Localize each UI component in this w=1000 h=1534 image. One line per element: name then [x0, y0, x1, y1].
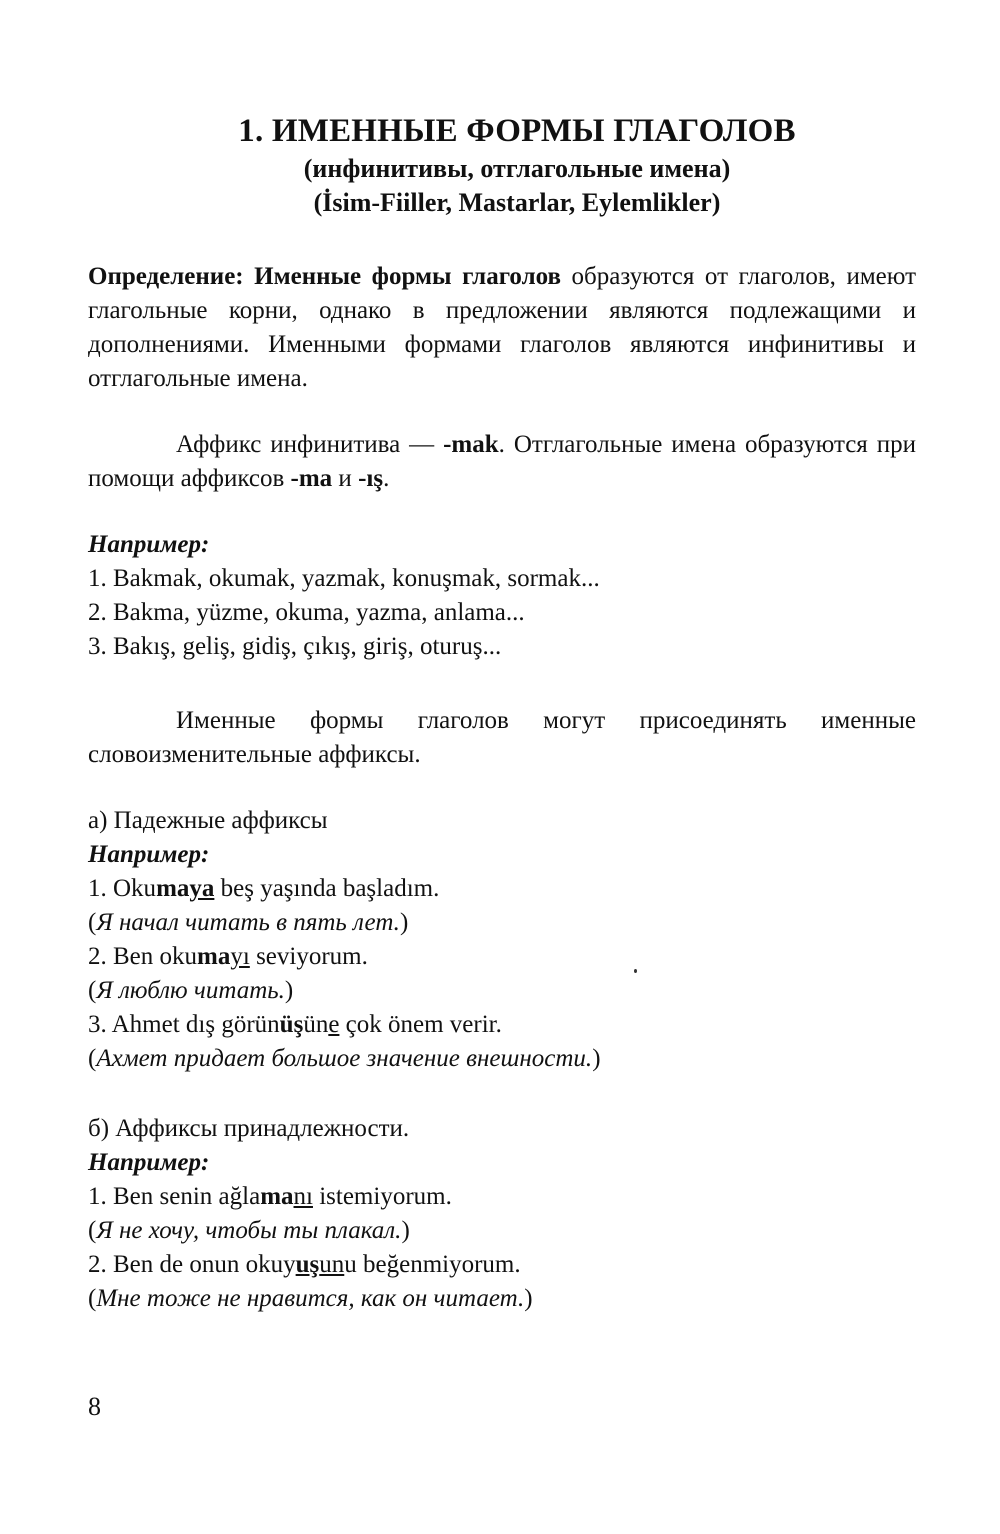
- example-label: Например:: [88, 1149, 210, 1176]
- example-translation: (Ахмет придает большое значение внешности.): [88, 1045, 601, 1072]
- section-heading: б) Аффиксы принадлежности.: [88, 1115, 410, 1142]
- example-sentence: 2. Ben okumayı seviyorum.: [88, 943, 368, 970]
- example-item: 1. Bakmak, okumak, yazmak, konuşmak, sormak...: [88, 565, 600, 592]
- affix-mak: -mak: [443, 431, 499, 458]
- example-item: 3. Bakış, geliş, gidiş, çıkış, giriş, oturuş...: [88, 633, 502, 660]
- affix-text-4: .: [383, 465, 390, 492]
- definition-text: образуются от глаголов, имеют глагольные корни, однако в предложении являются подлежащими и дополнениями. Именными формами глаголов являются инфинитивы и отглагольные имена.: [88, 263, 917, 392]
- example-translation: (Мне тоже не нравится, как он читает.): [88, 1285, 533, 1312]
- example-translation: (Я начал читать в пять лет.): [88, 909, 409, 936]
- scan-speck: [634, 969, 637, 973]
- affix-text-1: Аффикс инфинитива —: [176, 431, 444, 458]
- possessive-affixes-section: [88, 1112, 916, 1316]
- affix-text-3: и: [332, 465, 359, 492]
- example-sentence: 2. Ben de onun okuyuşunu beğenmiyorum.: [88, 1251, 521, 1278]
- example-sentence: 1. Okumaya beş yaşında başladım.: [88, 875, 440, 902]
- affix-paragraph: [88, 428, 916, 496]
- page-number: 8: [88, 1392, 101, 1421]
- nominal-paragraph: Именные формы глаголов могут присоединять именные словоизменительные аффиксы.: [88, 707, 916, 768]
- examples-list-1: [88, 528, 916, 664]
- example-label: Например:: [88, 531, 210, 558]
- chapter-subtitle-russian: (инфинитивы, отглагольные имена): [303, 154, 731, 183]
- affix-ma: -ma: [290, 465, 333, 492]
- definition-term: Именные формы глаголов: [254, 263, 561, 290]
- example-sentence: 3. Ahmet dış görünüşüne çok önem verir.: [88, 1011, 502, 1038]
- chapter-title: 1. ИМЕННЫЕ ФОРМЫ ГЛАГОЛОВ: [238, 113, 796, 149]
- section-heading: а) Падежные аффиксы: [88, 807, 328, 834]
- affix-is: -ış: [358, 465, 384, 492]
- chapter-heading: [118, 110, 916, 220]
- affix-text-2: . Отглагольные имена образуются при помощи аффиксов: [88, 431, 916, 492]
- page-content: [88, 110, 916, 1316]
- chapter-subtitle-turkish: (İsim-Fiiller, Mastarlar, Eylemlikler): [313, 188, 721, 217]
- example-item: 2. Bakma, yüzme, okuma, yazma, anlama...: [88, 599, 525, 626]
- definition-paragraph: [88, 260, 916, 396]
- example-sentence: 1. Ben senin ağlamanı istemiyorum.: [88, 1183, 452, 1210]
- definition-label: Определение:: [88, 263, 244, 290]
- case-affixes-section: [88, 804, 916, 1076]
- example-translation: (Я не хочу, чтобы ты плакал.): [88, 1217, 410, 1244]
- example-translation: (Я люблю читать.): [88, 977, 294, 1004]
- example-label: Например:: [88, 841, 210, 868]
